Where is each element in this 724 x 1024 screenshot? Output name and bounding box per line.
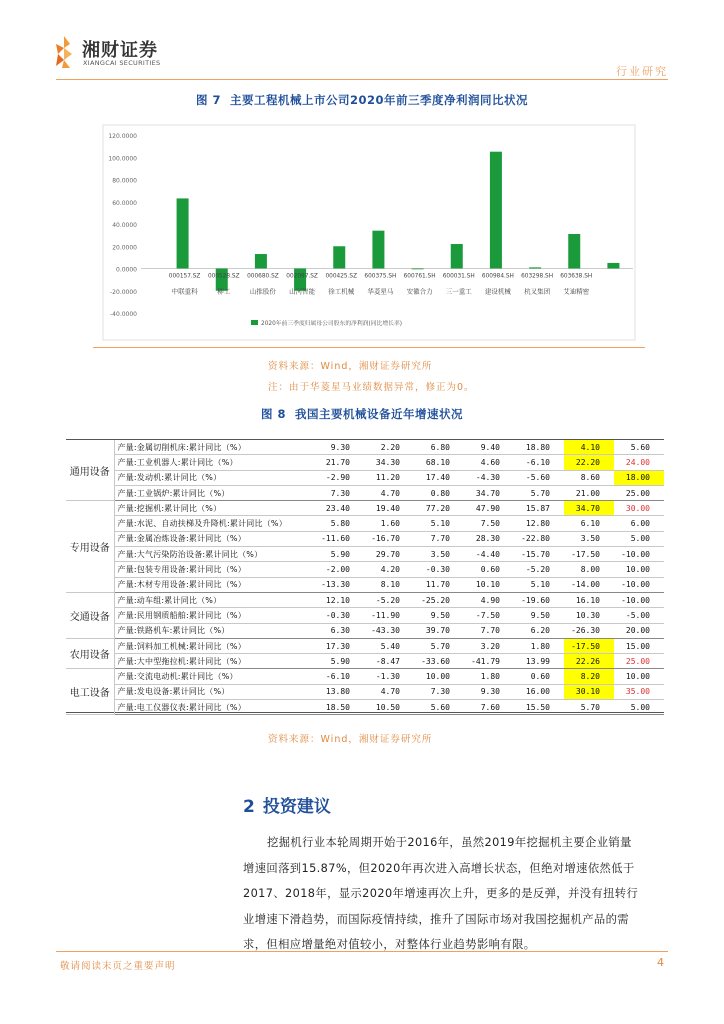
figure8-title [0,406,724,422]
chart-bar [451,244,463,268]
value-cell: 18.80 [514,440,564,455]
value-cell: 4.20 [364,562,414,577]
figure7-label: 图 7 [195,93,221,107]
value-cell: 47.90 [464,501,514,516]
value-cell: 12.10 [314,592,364,607]
value-cell: -1.30 [364,669,414,684]
value-cell: -14.00 [564,577,614,592]
indicator-name-cell: 产量:挖掘机:累计同比（%） [114,501,314,516]
value-cell: 7.30 [414,684,464,699]
value-cell: 35.00 [614,684,664,699]
table-row [66,700,664,715]
value-cell: -10.00 [614,592,664,607]
value-cell: -7.50 [464,608,514,623]
value-cell: 15.00 [614,638,664,653]
value-cell: 4.90 [464,592,514,607]
chart-bar [529,267,541,268]
value-cell: -10.00 [614,547,664,562]
indicator-name-cell: 产量:铁路机车:累计同比（%） [114,623,314,638]
value-cell: 6.00 [614,516,664,531]
value-cell: -26.30 [564,623,614,638]
indicator-name-cell: 产量:动车组:累计同比（%） [114,592,314,607]
value-cell: 6.30 [314,623,364,638]
chart-bar [255,254,267,268]
table-row [66,531,664,546]
value-cell: -16.70 [364,531,414,546]
chart-bar [568,234,580,268]
value-cell: 9.50 [514,608,564,623]
x-tick-code: 000425.SZ [325,273,358,280]
figure7-note: 注：由于华菱星马业绩数据异常，修正为0。 [268,382,475,393]
value-cell: 0.80 [414,485,464,500]
value-cell: 68.10 [414,455,464,470]
value-cell: 9.30 [464,684,514,699]
value-cell: 4.60 [464,455,514,470]
chart-bar [177,198,189,268]
value-cell: 5.10 [414,516,464,531]
chart-bar [372,231,384,269]
value-cell: -5.60 [514,470,564,485]
y-tick-label: 0.0000 [116,266,137,274]
section-title-text: 投资建议 [262,797,331,817]
value-cell: -11.90 [364,608,414,623]
indicator-name-cell: 产量:交流电动机:累计同比（%） [114,669,314,684]
x-tick-name: 中联重科 [171,287,198,296]
table-row [66,501,664,516]
table-row [66,470,664,485]
header-divider [56,79,668,80]
value-cell: 13.80 [314,684,364,699]
value-cell: -2.90 [314,470,364,485]
paragraph-line: 业增速下滑趋势，而国际疫情持续，推升了国际市场对我国挖掘机产品的需 [243,912,630,926]
x-tick-code: 600761.SH [403,273,436,280]
figure7-chart [93,115,645,348]
y-tick-label: -20.0000 [110,288,137,296]
table-row [66,547,664,562]
indicator-name-cell: 产量:发动机:累计同比（%） [114,470,314,485]
indicator-name-cell: 产量:木材专用设备:累计同比（%） [114,577,314,592]
value-cell: 29.70 [364,547,414,562]
indicator-name-cell: 产量:大气污染防治设备:累计同比（%） [114,547,314,562]
x-tick-name: 华菱星马 [367,287,394,296]
value-cell: -5.20 [364,592,414,607]
chart-bar [412,269,424,270]
value-cell: 10.10 [464,577,514,592]
value-cell: 1.80 [464,669,514,684]
value-cell: 5.40 [364,638,414,653]
logo-english-text: XIANGCAI SECURITIES [83,59,161,67]
value-cell: 7.30 [314,485,364,500]
logo-mark-icon [50,34,78,70]
company-logo [50,34,190,74]
value-cell: 77.20 [414,501,464,516]
value-cell: 10.50 [364,700,414,715]
value-cell: 22.20 [564,455,614,470]
value-cell: 12.80 [514,516,564,531]
y-tick-label: 80.0000 [112,177,137,185]
indicator-name-cell: 产量:工业机器人:累计同比（%） [114,455,314,470]
paragraph-line: 挖掘机行业本轮周期开始于2016年，虽然2019年挖掘机主要企业销量 [267,836,632,849]
equipment-growth-table [66,439,664,713]
indicator-name-cell: 产量:工业锅炉:累计同比（%） [114,485,314,500]
value-cell: -17.50 [564,547,614,562]
value-cell: 15.87 [514,501,564,516]
table-row [66,654,664,669]
value-cell: 10.00 [614,562,664,577]
value-cell: -41.79 [464,654,514,669]
value-cell: 5.90 [314,547,364,562]
figure8-label: 图 8 [260,407,286,421]
paragraph-line: 求，但相应增量绝对值较小，对整体行业趋势影响有限。 [243,938,536,951]
x-tick-code: 002097.SZ [286,273,318,280]
value-cell: 19.40 [364,501,414,516]
investment-advice-paragraph [243,830,668,958]
value-cell: 5.70 [414,638,464,653]
table-row [66,562,664,577]
indicator-name-cell: 产量:包装专用设备:累计同比（%） [114,562,314,577]
table-row [66,577,664,592]
y-tick-label: -40.0000 [110,311,137,318]
table-row [66,592,664,607]
value-cell: 0.60 [514,669,564,684]
value-cell: -33.60 [414,654,464,669]
chart-bar [490,152,502,269]
value-cell: 17.40 [414,470,464,485]
value-cell: 17.30 [314,638,364,653]
value-cell: 7.70 [464,623,514,638]
value-cell: 2.20 [364,440,414,455]
value-cell: -10.00 [614,577,664,592]
value-cell: 39.70 [414,623,464,638]
value-cell: -25.20 [414,592,464,607]
value-cell: 22.26 [564,654,614,669]
table-row [66,440,664,455]
value-cell: 3.20 [464,638,514,653]
table-row [66,623,664,638]
bar-chart-svg [93,115,645,347]
indicator-name-cell: 产量:水泥、自动扶梯及升降机:累计同比（%） [114,516,314,531]
value-cell: 11.70 [414,577,464,592]
value-cell: 25.00 [614,485,664,500]
value-cell: -17.50 [564,638,614,653]
value-cell: -15.70 [514,547,564,562]
value-cell: 5.70 [514,485,564,500]
x-tick-name: 安徽合力 [406,287,433,296]
value-cell: -8.47 [364,654,414,669]
value-cell: 34.70 [564,501,614,516]
value-cell: -5.20 [514,562,564,577]
value-cell: 6.10 [564,516,614,531]
value-cell: -0.30 [314,608,364,623]
indicator-name-cell: 产量:金属切削机床:累计同比（%） [114,440,314,455]
value-cell: 3.50 [414,547,464,562]
indicator-name-cell: 产量:大中型拖拉机:累计同比（%） [114,654,314,669]
indicator-name-cell: 产量:电工仪器仪表:累计同比（%） [114,700,314,715]
value-cell: -6.10 [314,669,364,684]
x-tick-code: 603298.SH [521,273,554,280]
logo-chinese-text: 湘财证券 [82,40,158,61]
value-cell: 23.40 [314,501,364,516]
section-heading [243,792,331,817]
table-row [66,455,664,470]
value-cell: 5.10 [514,577,564,592]
legend-swatch [251,320,258,325]
figure7-source: 资料来源：Wind，湘财证券研究所 [268,361,433,372]
value-cell: 13.99 [514,654,564,669]
value-cell: 24.00 [614,455,664,470]
value-cell: 28.30 [464,531,514,546]
table-row [66,516,664,531]
value-cell: -6.10 [514,455,564,470]
value-cell: 8.10 [364,577,414,592]
figure7-title [0,92,724,108]
value-cell: -4.40 [464,547,514,562]
value-cell: 1.60 [364,516,414,531]
value-cell: 16.00 [514,684,564,699]
value-cell: 9.40 [464,440,514,455]
indicator-name-cell: 产量:金属冶炼设备:累计同比（%） [114,531,314,546]
x-tick-name: 山推股份 [249,287,276,296]
value-cell: 1.80 [514,638,564,653]
growth-table [66,440,664,715]
value-cell: 8.60 [564,470,614,485]
table-row [66,485,664,500]
value-cell: -43.30 [364,623,414,638]
value-cell: 5.80 [314,516,364,531]
value-cell: 5.00 [614,531,664,546]
paragraph-line: 2017、2018年，显示2020年增速再次上升，更多的是反弹，并没有扭转行 [243,887,639,900]
value-cell: 10.30 [564,608,614,623]
value-cell: 4.10 [564,440,614,455]
value-cell: 8.20 [564,669,614,684]
report-category: 行业研究 [616,65,668,78]
value-cell: 30.10 [564,684,614,699]
page-number: 4 [657,956,664,969]
section-number: 2 [243,797,255,817]
y-tick-label: 120.0000 [108,133,137,140]
value-cell: 3.50 [564,531,614,546]
value-cell: 5.70 [564,700,614,715]
footer-divider [56,951,668,952]
value-cell: 5.90 [314,654,364,669]
y-tick-label: 20.0000 [112,244,137,252]
value-cell: 25.00 [614,654,664,669]
value-cell: 7.60 [464,700,514,715]
group-name-cell: 专用设备 [66,501,114,593]
y-tick-label: 100.0000 [108,155,137,163]
indicator-name-cell: 产量:民用钢质船舶:累计同比（%） [114,608,314,623]
table-row [66,608,664,623]
value-cell: 15.50 [514,700,564,715]
value-cell: 30.00 [614,501,664,516]
value-cell: 5.60 [614,440,664,455]
value-cell: -13.30 [314,577,364,592]
y-tick-label: 60.0000 [112,199,137,207]
disclaimer-note: 敬请阅读末页之重要声明 [60,961,176,972]
x-tick-code: 600984.SH [481,273,514,280]
value-cell: 20.00 [614,623,664,638]
x-tick-code: 600031.SH [442,273,475,280]
x-tick-name: 徐工机械 [328,287,355,296]
chart-bar [333,246,345,268]
value-cell: 0.60 [464,562,514,577]
value-cell: 21.00 [564,485,614,500]
x-tick-name: 山河智能 [289,287,316,296]
value-cell: -4.30 [464,470,514,485]
group-name-cell: 交通设备 [66,592,114,638]
value-cell: 8.00 [564,562,614,577]
value-cell: 10.00 [614,669,664,684]
x-tick-code: 000157.SZ [168,273,201,280]
x-tick-code: 603638.SH [560,273,593,280]
x-tick-code: 000528.SZ [207,273,240,280]
indicator-name-cell: 产量:饲料加工机械:累计同比（%） [114,638,314,653]
table-row [66,669,664,684]
x-tick-name: 建设机械 [484,287,511,296]
x-tick-name: 艾迪精密 [563,287,590,296]
value-cell: 34.70 [464,485,514,500]
y-tick-label: 40.0000 [112,222,137,229]
figure8-source: 资料来源：Wind，湘财证券研究所 [268,734,433,745]
table-row [66,638,664,653]
value-cell: 11.20 [364,470,414,485]
value-cell: 16.10 [564,592,614,607]
value-cell: 7.70 [414,531,464,546]
x-tick-code: 600375.SH [364,273,397,280]
x-tick-name: 杭叉集团 [524,287,551,296]
x-tick-name: 三一重工 [445,287,472,296]
value-cell: -22.80 [514,531,564,546]
value-cell: 18.50 [314,700,364,715]
paragraph-line: 增速回落到15.87%，但2020年再次进入高增长状态，但绝对增速依然低于 [243,861,635,875]
value-cell: 5.00 [614,700,664,715]
value-cell: 34.30 [364,455,414,470]
value-cell: 4.70 [364,684,414,699]
value-cell: 6.20 [514,623,564,638]
chart-bar [607,263,619,269]
value-cell: 4.70 [364,485,414,500]
table-row [66,684,664,699]
value-cell: 9.50 [414,608,464,623]
value-cell: 18.00 [614,470,664,485]
figure8-title-text: 我国主要机械设备近年增速状况 [295,407,464,421]
value-cell: -0.30 [414,562,464,577]
group-name-cell: 农用设备 [66,638,114,669]
value-cell: 21.70 [314,455,364,470]
value-cell: -11.60 [314,531,364,546]
value-cell: -5.00 [614,608,664,623]
value-cell: 7.50 [464,516,514,531]
value-cell: -19.60 [514,592,564,607]
value-cell: 10.00 [414,669,464,684]
value-cell: 9.30 [314,440,364,455]
x-tick-name: 柳工 [217,287,231,296]
indicator-name-cell: 产量:发电设备:累计同比（%） [114,684,314,699]
legend-label: 2020年前三季度归属母公司股东的净利润(同比增长率) [261,321,403,327]
value-cell: 6.80 [414,440,464,455]
value-cell: -2.00 [314,562,364,577]
value-cell: 5.60 [414,700,464,715]
x-tick-code: 000680.SZ [247,273,279,280]
group-name-cell: 通用设备 [66,440,114,501]
figure7-title-text: 主要工程机械上市公司2020年前三季度净利润同比状况 [230,93,529,107]
group-name-cell: 电工设备 [66,669,114,715]
